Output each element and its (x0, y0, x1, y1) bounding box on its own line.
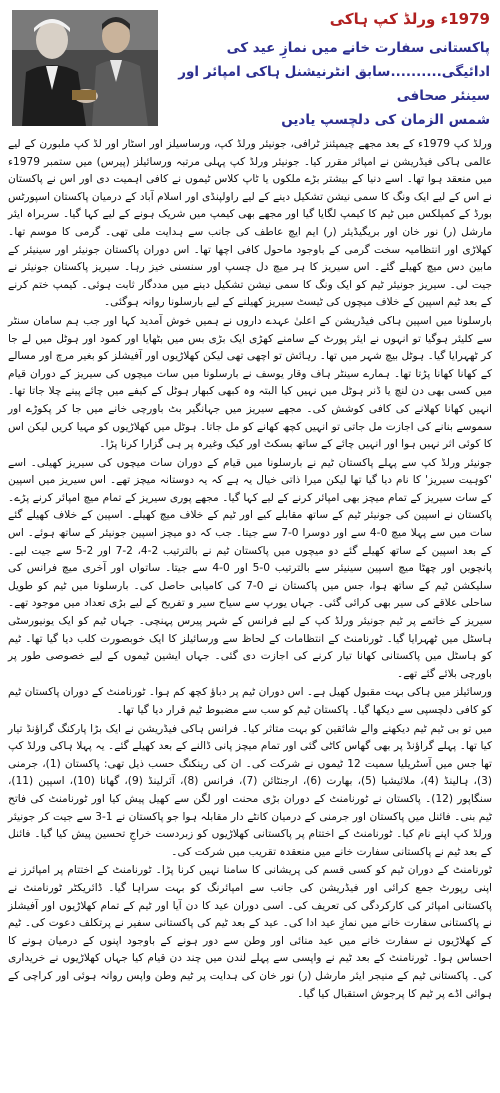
headline-block (166, 8, 490, 132)
article-title: 1979ء ورلڈ کپ ہاکی (329, 10, 490, 28)
article-paragraph: ٹورنامنٹ کے دوران ٹیم کو کسی قسم کی پریشانی کا سامنا نہیں کرنا پڑا۔ ٹورنامنٹ کے اختتام پر امپائرز نے اپنی رپورٹ جمع کرائی اور فیڈریشن کی جانب سے امپائرنگ کو بہت سراہا گیا۔ ڈائریکٹر ٹورنامنٹ نے پاکستانی امپائر کی کارکردگی کی تعریف کی۔ اسی دوران عید کا دن آیا اور ٹیم کے تمام کھلاڑیوں اور آفیشلز نے پاکستانی سفارت خانے میں نمازِ عید ادا کی۔ عید کے بعد ٹیم کی پاکستانی سفیر نے پرتکلف دعوت کی۔ ٹیم کے کھلاڑیوں نے سفارت خانے میں عید منائی اور وطن سے دور ہونے کے باوجود اپنوں کے درمیان ہونے کا احساس ہوا۔ ٹورنامنٹ کے بعد ٹیم نے واپسی سے پہلے لندن میں چند دن قیام کیا جہاں کھلاڑیوں نے خریداری کی۔ پاکستانی ٹیم کے منیجر ایئر مارشل (ر) نور خان کی ہدایت پر ٹیم وطن واپس روانہ ہوئی اور کراچی کے ہوائی اڈے پر ٹیم کا پرجوش استقبال کیا گیا۔ (8, 864, 492, 1000)
article-header (6, 4, 494, 132)
article-paragraph: ورسائیلز میں ہاکی بہت مقبول کھیل ہے۔ اس دوران ٹیم پر دباؤ کچھ کم ہوا۔ ٹورنامنٹ کے دوران پاکستان ٹیم کو کافی دلچسپی سے دیکھا گیا۔ پاکستان ٹیم کو سب سے مضبوط ٹیم قرار دیا گیا تھا۔ (8, 686, 492, 716)
article-subtitle-line-1: پاکستانی سفارت خانے میں نمازِ عید کی ادائیگی..........سابق انٹرنیشنل ہاکی امپائر اور سینئر صحافی (178, 40, 490, 104)
article-paragraph: جونیئر ورلڈ کپ سے پہلے پاکستان ٹیم نے بارسلونا میں قیام کے دوران سات میچوں کی سیریز کھیلی۔ اسے 'کوہیت سیریز' کا نام دیا گیا تھا لیکن میرا ذاتی خیال یہ ہے کہ یہ دوستانہ میچز تھے۔ اس سیریز میں اسپین کے سات سیریز کے تمام میچز بھی امپائر کرنے کے لیے کہا گیا۔ مجھے پوری سیریز کے تمام میچ امپائر کرنے پڑے۔ پاکستان نے اسپین کی جونیئر ٹیم کے ساتھ مقابلے کیے اور ٹیم کے خلاف میچ کھیلے۔ اسپین کے خلاف کھیلے گئے سات میں سے پہلا میچ 0-4 سے اور دوسرا 0-7 سے جیتا۔ جب کہ دو میچز اسپین جونیئر کے ساتھ ہوئے۔ اس کے بعد اسپین کے ساتھ کھیلے گئے دو میچوں میں پاکستان ٹیم نے بالترتیب 2-4، 2-7 اور 2-5 سے جیت لیے۔ پانچویں اور چھٹا میچ اسپین سینیئر سے بالترتیب 0-5 اور 0-4 سے جیتا۔ ساتواں اور آخری میچ فرانس کی سلیکشن ٹیم کے ساتھ ہوا، جس میں پاکستان نے 0-7 کی کامیابی حاصل کی۔ بارسلونا میں ٹیم کو طویل ساحلی علاقے کی سیر بھی کرائی گئی۔ جہاں یورپ سے سیاح سیر و تفریح کے لیے بڑی تعداد میں موجود تھے۔ سیریز کے خاتمے پر ٹیم جونیئر ورلڈ کپ کے لیے فرانس کے شہر پیرس پہنچی۔ جہاں ٹیم کو ایک یونیورسٹی ہاسٹل میں ٹھہرایا گیا۔ ٹورنامنٹ کے انتظامات کے لحاظ سے ورسائیلز کا ایک خوبصورت کلب دیا گیا تھا۔ ٹیم کو ہاسٹل میں پاکستانی کھانا تیار کرنے کی اجازت دی گئی۔ جہاں ایشین ٹیموں کے لیے خصوصی طور پر باورچی بلائے گئے تھے۔ (8, 456, 492, 680)
handshake-photo-icon (12, 10, 158, 126)
article-body (8, 136, 492, 1004)
article-subtitle-line-2: شمس الزمان کی دلچسپ یادیں (281, 112, 490, 128)
article-paragraph: ورلڈ کپ 1979ء کے بعد مجھے چیمپئنز ٹرافی، جونیئر ورلڈ کپ، ورساسیلز اور اسٹار اور لڈ کپ ملبورن کے لیے عالمی ہاکی فیڈریشن نے امپائر مقرر کیا۔ جونیئر ورلڈ کپ پہلی مرتبہ ورسائیلز (پیرس) میں ستمبر 1979ء میں منعقد ہوا تھا۔ اسے دنیا کے بیشتر بڑے ملکوں یا ٹاپ کلاس ٹیموں نے کافی اہمیت دی اور اس نے پاکستان نے اس کے لیے ایک ونگ کا سمی نیشن تشکیل دینے کے لیے راولپنڈی اور اسلام آباد کے درمیان پاکستان اسپورٹس بورڈ کے کمپلکس میں ٹیم کا کیمپ لگایا گیا اور مجھے بھی کیمپ میں شریک ہونے کے لیے کہا گیا۔ سربراہ ایئر مارشل (ر) نور خان اور بریگیڈیئر (ر) ایم ایچ عاطف کی جانب سے ہدایت ملی تھی۔ گرمی کا موسم تھا۔ کھلاڑی اور انتظامیہ سخت گرمی کے باوجود ماحول کافی اچھا تھا۔ اس دوران پاکستان جونیئر اور سینیئر کے مابین دس میچ کھیلے گئے۔ اس سیریز کا ہر میچ دل چسپ اور سنسنی خیز رہا۔ سیریز پاکستان جونیئر نے جیت لی۔ سیریز جونیئر ٹیم کو ایک ونگ کا سمی نیشن تشکیل دینے میں مددگار ثابت ہوئی۔ کیمپ ختم کرنے کے بعد ٹیم اسپین کے خلاف میچوں کی ٹیسٹ سیریز کھیلنے کے لیے بارسلونا روانہ ہوگئی۔ (8, 138, 492, 309)
article-paragraph: میں تو بی ٹیم ٹیم دیکھنے والے شائقین کو بہت متاثر کیا۔ فرانس ہاکی فیڈریشن نے ایک بڑا پارکنگ گراؤنڈ تیار کیا تھا۔ پہلے گراؤنڈ پر بھی گھاس کاٹی گئی اور تمام میچز پانی ڈالنے کے بعد کھیلے گئے۔ یہ پہلا ہاکی ورلڈ کپ تھا جس میں آسٹریلیا سمیت 12 ٹیموں نے شرکت کی۔ ان کی رینکنگ حسب ذیل تھی: پاکستان (1)، جرمنی (3)، ہالینڈ (4)، ملائیشیا (5)، بھارت (6)، ارجنٹائن (7)، فرانس (8)، آئرلینڈ (9)، گھانا (10)، اسپین (11)، سنگاپور (12)۔ پاکستان نے ٹورنامنٹ کے دوران بڑی محنت اور لگن سے کھیل پیش کیا اور ٹورنامنٹ کی فاتح ٹیم بنی۔ فائنل میں پاکستان اور جرمنی کے درمیان کانٹے دار مقابلہ ہوا جو پاکستان نے 1-3 سے جیت کر جونیئر ورلڈ کپ اپنے نام کیا۔ ٹورنامنٹ کے اختتام پر پاکستانی کھلاڑیوں کو زبردست خراجِ تحسین پیش کیا گیا۔ فائنل کے بعد ٹیم نے پاکستانی سفارت خانے میں منعقدہ تقریب میں شرکت کی۔ (8, 722, 492, 858)
article-photo (12, 10, 158, 126)
article-paragraph: بارسلونا میں اسپین ہاکی فیڈریشن کے اعلیٰ عہدے داروں نے ہمیں خوش آمدید کہا اور جب ہم سامان سنٹر سے کلیئر ہوگیا تو انہوں نے ایئر پورٹ کے سامنے کھڑی ایک بڑی بس میں بٹھایا اور کمود اور ہوٹل میں لے جا کر ٹھہرایا گیا۔ ہوٹل بیچ شہر میں تھا۔ رہائش تو اچھی تھی لیکن کھلاڑیوں اور آفیشلز کو بغیر مرچ اور مسالے کے کھانا کھانا پڑتا تھا۔ ہمارے سینٹر ہاف وقار یوسف نے بارسلونا میں سات میچوں کی سیریز کے دوران قیام میں کسی بھی دن لنچ یا ڈنر ہوٹل میں نہیں کیا البتہ وہ کبھی کبھار ہوٹل کے کیفے میں چائے پینے چلا جاتا تھا۔ انہیں کھانا کھلانے کی کافی کوشش کی۔ مجھے سیریز میں جہانگیر بٹ باورچی خانے میں جا کر پکوڑے اور سموسے بنانے کی اجازت مل جاتی تو انہیں کچھ کھانے کو مل جاتا۔ ہوٹل میں کھلاڑیوں کو مہیا کریں لیکن اس کا کوئی اثر نہیں ہوا اور انہیں چائے کے ساتھ بسکٹ اور کیک وغیرہ پر ہی گزارا کرنا پڑا۔ (8, 314, 492, 451)
